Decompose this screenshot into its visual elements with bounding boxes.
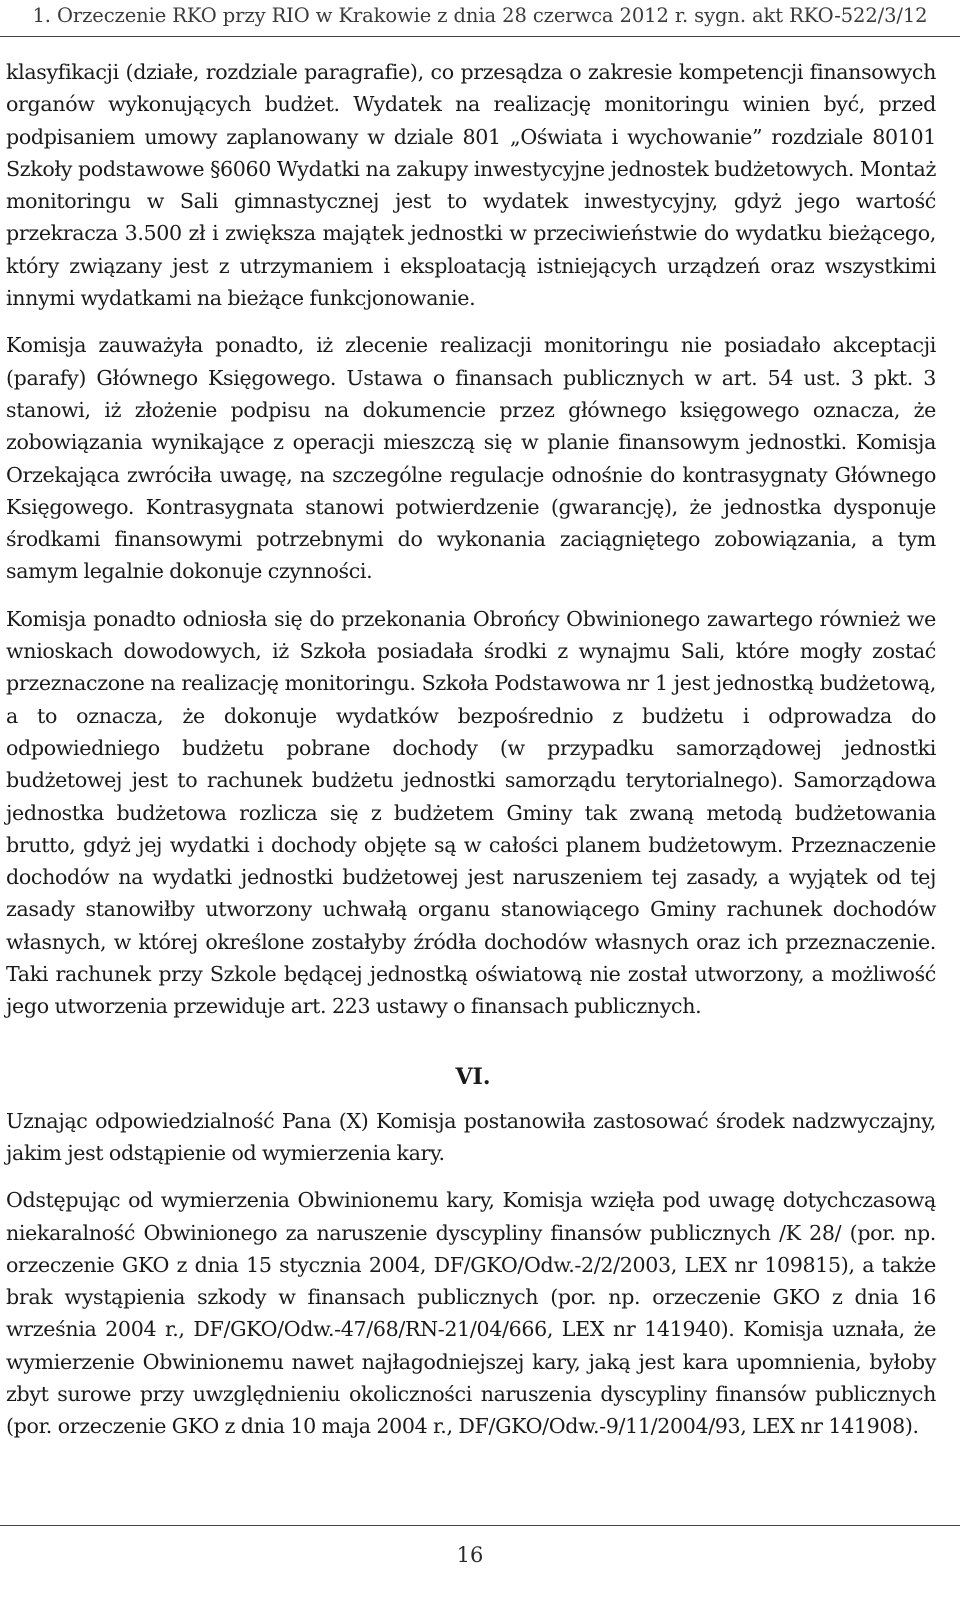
section-heading: VI.: [455, 1063, 491, 1090]
paragraph-budget-unit-funds: Komisja ponadto odniosła się do przekonania Obrońcy Obwinionego zawartego również we wnioskach dowodowych, iż Szkoła posiadała środki z wynajmu Sali, które mogły zostać przeznaczone na realizację monitoringu. Szkoła Podstawowa nr 1 jest jednostką budżetową, a to oznacza, że dokonuje wydatków bezpośrednio z budżetu i odprowadza do odpowiedniego budżetu pobrane dochody (w przypadku samorządowej jednostki budżetowej jest to rachunek budżetu jednostki samorządu terytorialnego). Samorządowa jednostka budżetowa rozlicza się z budżetem Gminy tak zwaną metodą budżetowania brutto, gdyż jej wydatki i dochody objęte są w całości planem budżetowym. Przeznaczenie dochodów na wydatki jednostki budżetowej jest naruszeniem tej zasady, a wyjątek od tej zasady stanowiłby utworzony uchwałą organu stanowiącego Gminy rachunek dochodów własnych, w której określone zostałyby źródła dochodów własnych oraz ich przeznaczenie. Taki rachunek przy Szkole będącej jednostką oświatową nie został utworzony, a możliwość jego utworzenia przewiduje art. 223 ustawy o finansach publicznych.: [6, 606, 936, 1019]
paragraph-chief-accountant: Komisja zauważyła ponadto, iż zlecenie realizacji monitoringu nie posiadało akceptacji (parafy) Głównego Księgowego. Ustawa o finansach publicznych w art. 54 ust. 3 pkt. 3 stanowi, iż złożenie podpisu na dokumencie przez głównego księgowego oznacza, że zobowiązania wynikające z operacji mieszczą się w planie finansowym jednostki. Komisja Orzekająca zwróciła uwagę, na szczególne regulacje odnośnie do kontrasygnaty Głównego Księgowego. Kontrasygnata stanowi potwierdzenie (gwarancję), że jednostka dysponuje środkami finansowymi potrzebnymi do wykonania zaciągniętego zobowiązania, a tym samym legalnie dokonuje czynności.: [6, 333, 936, 584]
paragraph-penalty-waiver: Uznając odpowiedzialność Pana (X) Komisja postanowiła zastosować środek nadzwyczajny, jakim jest odstąpienie od wymierzenia kary.: [6, 1108, 936, 1165]
document-body: [6, 56, 936, 1458]
paragraph-waiver-justification: Odstępując od wymierzenia Obwinionemu kary, Komisja wzięła pod uwagę dotychczasową niekaralność Obwinionego za naruszenie dyscypliny finansów publicznych /K 28/ (por. np. orzeczenie GKO z dnia 15 stycznia 2004, DF/GKO/Odw.-2/2/2003, LEX nr 109815), a także brak wystąpienia szkody w finansach publicznych (por. np. orzeczenie GKO z dnia 16 września 2004 r., DF/GKO/Odw.-47/68/RN-21/04/666, LEX nr 141940). Komisja uznała, że wymierzenie Obwinionemu nawet najłagodniejszej kary, jaką jest kara upomnienia, byłoby zbyt surowe przy uwzględnieniu okoliczności naruszenia dyscypliny finansów publicznych (por. orzeczenie GKO z dnia 10 maja 2004 r., DF/GKO/Odw.-9/11/2004/93, LEX nr 141908).: [6, 1188, 936, 1439]
footer-divider: [0, 1525, 960, 1526]
paragraph-budget-classification: klasyfikacji (działe, rozdziale paragrafie), co przesądza o zakresie kompetencji finansowych organów wykonujących budżet. Wydatek na realizację monitoringu winien być, przed podpisaniem umowy zaplanowany w dziale 801 „Oświata i wychowanie” rozdziale 80101 Szkoły podstawowe §6060 Wydatki na zakupy inwestycyjne jednostek budżetowych. Montaż monitoringu w Sali gimnastycznej jest to wydatek inwestycyjny, gdyż jego wartość przekracza 3.500 zł i zwiększa majątek jednostki w przeciwieństwie do wydatku bieżącego, który związany jest z utrzymaniem i eksploatacją istniejących urządzeń oraz wszystkimi innymi wydatkami na bieżące funkcjonowanie.: [6, 60, 936, 311]
running-header: 1. Orzeczenie RKO przy RIO w Krakowie z dnia 28 czerwca 2012 r. sygn. akt RKO-522/3/12: [32, 4, 928, 27]
page-number: 16: [456, 1543, 484, 1567]
header-divider: [0, 36, 960, 37]
